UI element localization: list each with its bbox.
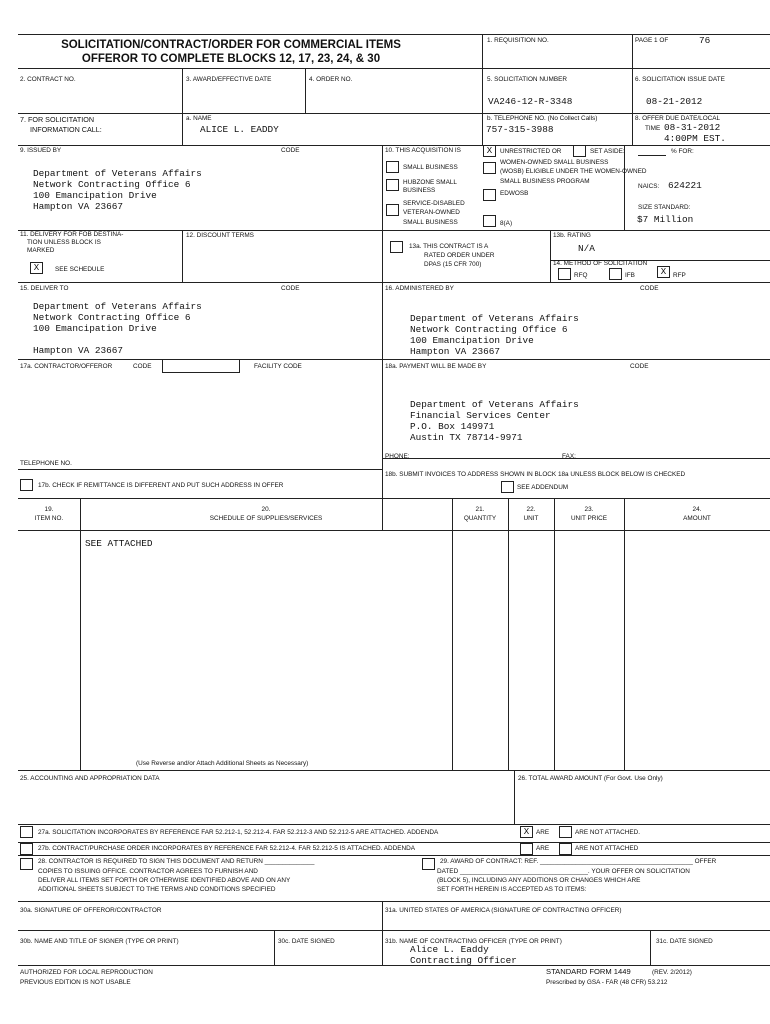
due-date: 08-31-2012 [664,122,721,133]
contact-name: ALICE L. EADDY [200,124,279,135]
rated-order-label-3: DPAS (15 CFR 700) [424,261,482,268]
naics-code: 624221 [668,180,702,191]
see-addendum-checkbox[interactable] [501,481,514,493]
due-date-label: 8. OFFER DUE DATE/LOCAL [635,115,721,122]
contract-no-label: 2. CONTRACT NO. [20,76,76,83]
29-text: 29. AWARD OF CONTRACT: REF. ___________________________________________ OFFER [440,858,717,865]
co-title: Contracting Officer [410,955,517,966]
28-text-2: COPIES TO ISSUING OFFICE. CONTRACTOR AGREES TO FURNISH AND [38,868,258,875]
solicitation-no-label: 5. SOLICITATION NUMBER [487,76,568,83]
27b-are-checkbox[interactable] [520,843,533,855]
rating-value: N/A [578,243,595,254]
27b-are-label: ARE [536,845,550,852]
deliver-to-code-label: CODE [281,285,300,292]
info-call-label: 7. FOR SOLICITATION [20,115,95,124]
col-quantity-num: 21. [475,506,485,513]
set-aside-label: SET ASIDE: [590,148,625,155]
edwosb-label: EDWOSB [500,190,529,197]
col-unit-header: UNIT [523,515,539,522]
29-text-2: DATED ____________________________________. YOUR OFFER ON SOLICITATION [437,868,690,875]
27b-label: 27b. CONTRACT/PURCHASE ORDER INCORPORATES BY REFERENCE FAR 52.212-4. FAR 52.212-5 IS ATTACHED. ADDENDA [38,845,416,852]
issued-by-line: Department of Veterans Affairs [33,168,202,179]
issued-by-code-label: CODE [281,147,300,154]
unrestricted-checkbox[interactable]: X [483,145,496,157]
naics-label: NAICS: [638,183,660,190]
administered-by-line: Department of Veterans Affairs [410,313,579,324]
contact-phone: 757-315-3988 [486,124,554,135]
wosb-checkbox[interactable] [483,162,496,174]
see-addendum-label: SEE ADDENDUM [517,484,569,491]
payment-by-line: P.O. Box 149971 [410,421,495,432]
issue-date-label: 6. SOLICITATION ISSUE DATE [635,76,725,83]
29-text-3: (BLOCK 5), INCLUDING ANY ADDITIONS OR CHANGES WHICH ARE [437,877,641,884]
29-text-4: SET FORTH HEREIN IS ACCEPTED AS TO ITEMS: [437,886,587,893]
solicitation-number: VA246-12-R-3348 [488,96,573,107]
ifb-checkbox[interactable] [609,268,622,280]
see-schedule-checkbox[interactable]: X [30,262,43,274]
col-item-num: 19. [44,506,54,513]
co-signature-label: 31a. UNITED STATES OF AMERICA (SIGNATURE OF CONTRACTING OFFICER) [385,907,622,914]
payment-by-line: Austin TX 78714-9971 [410,432,523,443]
administered-by-line: Network Contracting Office 6 [410,324,568,335]
contractor-code-field[interactable] [162,359,240,373]
rfq-checkbox[interactable] [558,268,571,280]
col-quantity-header: QUANTITY [463,515,497,522]
name-label: a. NAME [186,115,212,122]
total-award-label: 26. TOTAL AWARD AMOUNT (For Govt. Use Only) [518,775,663,782]
award-date-label: 3. AWARD/EFFECTIVE DATE [186,76,272,83]
deliver-to-city: Hampton VA 23667 [33,345,124,356]
administered-by-line: 100 Emancipation Drive [410,335,534,346]
discount-terms-label: 12. DISCOUNT TERMS [186,232,254,239]
footer-revision: (REV. 2/2012) [652,969,692,976]
wosb-label-2: (WOSB) ELIGIBLE UNDER THE WOMEN-OWNED [500,168,647,175]
issued-by-line: 100 Emancipation Drive [33,190,157,201]
size-standard: $7 Million [637,214,694,225]
payment-by-line: Department of Veterans Affairs [410,399,579,410]
27b-are-not-checkbox[interactable] [559,843,572,855]
remittance-checkbox[interactable] [20,479,33,491]
form-subtitle: OFFEROR TO COMPLETE BLOCKS 12, 17, 23, 24, & 30 [81,53,381,65]
issued-by-line: Network Contracting Office 6 [33,179,191,190]
ifb-label: IFB [625,272,635,279]
rfp-label: RFP [673,272,686,279]
deliver-to-line: Network Contracting Office 6 [33,312,191,323]
payment-fax-label: FAX: [562,453,576,460]
method-label: 14. METHOD OF SOLICITATION [553,260,648,267]
co-name: Alice L. Eaddy [410,944,489,955]
issued-by-line: Hampton VA 23667 [33,201,124,212]
set-aside-checkbox[interactable] [573,145,586,157]
contractor-code-label: CODE [133,363,152,370]
deliver-to-line: 100 Emancipation Drive [33,323,157,334]
edwosb-checkbox[interactable] [483,189,496,201]
unrestricted-label: UNRESTRICTED OR [500,148,562,155]
27a-checkbox[interactable] [20,826,33,838]
rating-label: 13b. RATING [553,232,591,239]
schedule-note: (Use Reverse and/or Attach Additional Sheets as Necessary) [136,760,309,767]
col-amount-header: AMOUNT [683,515,711,522]
payment-code-label: CODE [630,363,649,370]
hubzone-label: HUBZONE SMALL [403,179,457,186]
8a-label: 8(A) [500,220,513,227]
co-date-label: 31c. DATE SIGNED [656,938,713,945]
co-name-label: 31b. NAME OF CONTRACTING OFFICER (TYPE OR PRINT) [385,938,562,945]
contractor-label: 17a. CONTRACTOR/OFFEROR [20,363,113,370]
27a-are-not-checkbox[interactable] [559,826,572,838]
col-unit-num: 22. [526,506,536,513]
28-text: 28. CONTRACTOR IS REQUIRED TO SIGN THIS DOCUMENT AND RETURN ______________ [38,858,315,865]
rfp-checkbox[interactable]: X [657,266,670,278]
page-label: PAGE 1 OF [635,37,669,44]
27a-are-not-label: ARE NOT ATTACHED. [575,829,640,836]
phone-label: b. TELEPHONE NO. (No Collect Calls) [487,115,598,122]
signer-name-label: 30b. NAME AND TITLE OF SIGNER (TYPE OR PRINT) [20,938,179,945]
rfq-label: RFQ [574,272,588,279]
deliver-to-line: Department of Veterans Affairs [33,301,202,312]
sdvosb-label-3: SMALL BUSINESS [403,219,458,226]
offeror-signature-label: 30a. SIGNATURE OF OFFEROR/CONTRACTOR [20,907,162,914]
acquisition-label: 10. THIS ACQUISITION IS [385,147,461,154]
accounting-label: 25. ACCOUNTING AND APPROPRIATION DATA [20,775,160,782]
28-text-3: DELIVER ALL ITEMS SET FORTH OR OTHERWISE IDENTIFIED ABOVE AND ON ANY [38,877,291,884]
27a-are-checkbox[interactable]: X [520,826,533,838]
deliver-to-label: 15. DELIVER TO [20,285,69,292]
footer-auth: AUTHORIZED FOR LOCAL REPRODUCTION [20,969,153,976]
8a-checkbox[interactable] [483,215,496,227]
sdvosb-checkbox[interactable] [386,204,399,216]
rated-order-checkbox[interactable] [390,241,403,253]
administered-by-line: Hampton VA 23667 [410,346,501,357]
27a-label: 27a. SOLICITATION INCORPORATES BY REFERENCE FAR 52.212-1, 52.212-4. FAR 52.212-3 AND 52.212-5 ARE ATTACHED. ADDENDA [38,829,439,836]
order-no-label: 4. ORDER NO. [309,76,353,83]
percent-for-label: % FOR: [671,148,694,155]
col-unit-price-header: UNIT PRICE [570,515,608,522]
small-business-label: SMALL BUSINESS [403,164,458,171]
administered-by-code-label: CODE [640,285,659,292]
29-checkbox[interactable] [422,858,435,870]
small-business-checkbox[interactable] [386,161,399,173]
27a-are-label: ARE [536,829,550,836]
col-amount-num: 24. [692,506,702,513]
wosb-label-3: SMALL BUSINESS PROGRAM [500,178,590,185]
fob-label-3: MARKED [27,247,55,254]
rated-order-label: 13a. THIS CONTRACT IS A [409,243,489,250]
payment-by-line: Financial Services Center [410,410,551,421]
time-label: TIME [645,125,661,132]
page-total: 76 [699,35,711,46]
27b-are-not-label: ARE NOT ATTACHED [575,845,639,852]
sdvosb-label: SERVICE-DISABLED [403,200,465,207]
fob-label: 11. DELIVERY FOR FOB DESTINA- [20,231,124,238]
sf1449-form [18,34,770,986]
facility-code-label: FACILITY CODE [254,363,302,370]
due-time: 4:00PM EST. [664,133,726,144]
28-text-4: ADDITIONAL SHEETS SUBJECT TO THE TERMS AND CONDITIONS SPECIFIED [38,886,276,893]
see-schedule-label: SEE SCHEDULE [55,266,105,273]
hubzone-label-2: BUSINESS [403,187,436,194]
info-call-label-2: INFORMATION CALL: [30,125,102,134]
footer-prescribed: Prescribed by GSA - FAR (48 CFR) 53.212 [546,979,668,986]
footer-prev: PREVIOUS EDITION IS NOT USABLE [20,979,131,986]
schedule-entry: SEE ATTACHED [85,538,153,549]
invoice-label: 18b. SUBMIT INVOICES TO ADDRESS SHOWN IN BLOCK 18a UNLESS BLOCK BELOW IS CHECKED [385,471,686,478]
issued-by-label: 9. ISSUED BY [20,147,62,154]
fob-label-2: TION UNLESS BLOCK IS [27,239,101,246]
size-standard-label: SIZE STANDARD: [638,204,691,211]
28-checkbox[interactable] [20,858,33,870]
col-schedule-num: 20. [261,506,271,513]
form-title: SOLICITATION/CONTRACT/ORDER FOR COMMERCIAL ITEMS [61,39,401,51]
remittance-label: 17b. CHECK IF REMITTANCE IS DIFFERENT AND PUT SUCH ADDRESS IN OFFER [38,482,284,489]
offeror-date-label: 30c. DATE SIGNED [278,938,335,945]
requisition-label: 1. REQUISITION NO. [487,37,549,44]
27b-checkbox[interactable] [20,843,33,855]
issue-date: 08-21-2012 [646,96,703,107]
administered-by-label: 16. ADMINISTERED BY [385,285,454,292]
payment-by-label: 18a. PAYMENT WILL BE MADE BY [385,363,487,370]
wosb-label: WOMEN-OWNED SMALL BUSINESS [500,159,609,166]
rated-order-label-2: RATED ORDER UNDER [424,252,495,259]
col-unit-price-num: 23. [584,506,594,513]
footer-form-name: STANDARD FORM 1449 [546,967,631,976]
telephone-label: TELEPHONE NO. [20,460,72,467]
col-schedule-header: SCHEDULE OF SUPPLIES/SERVICES [209,515,323,522]
payment-phone-label: PHONE: [385,453,410,460]
col-item-header: ITEM NO. [34,515,64,522]
sdvosb-label-2: VETERAN-OWNED [403,209,460,216]
hubzone-checkbox[interactable] [386,179,399,191]
